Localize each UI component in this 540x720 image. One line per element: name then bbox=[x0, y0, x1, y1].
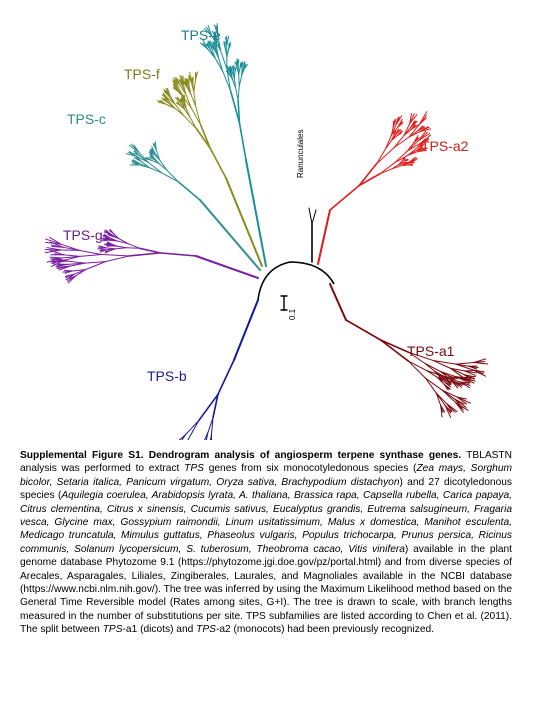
caption-text: -a2 (monocots) had been previously recognized. bbox=[215, 624, 434, 636]
caption-italic: TPS bbox=[196, 624, 216, 636]
tree-root bbox=[258, 262, 334, 300]
caption-text: TBLASTN analysis was performed to extract bbox=[20, 450, 512, 475]
clade-label-tps-g: TPS-g bbox=[63, 227, 103, 243]
clade-tps-a2 bbox=[318, 112, 431, 264]
clade-label-tps-a1: TPS-a1 bbox=[407, 343, 455, 359]
clade-ranunculales bbox=[309, 208, 316, 262]
clade-label-ranunculales: Ranunculales bbox=[296, 129, 305, 178]
caption-species-dicots: Aquilegia coerulea, Arabidopsis lyrata, A. thaliana, Brassica rapa, Capsella rubella, Carica papaya, Citrus clementina, Citrus x sinensis, Cucumis sativus, Eucalyptus grandis, Eutrema salsugineum, Fragaria vesca, Glycine max, Gossypium raimondii, Linum usitatissimum, Malus x domestica, Manihot esculenta, Medicago truncatula, Mimulus guttatus, Phaseolus vulgaris, Populus trichocarpa, Prunus persica, Ricinus communis, Solanum lycopersicum, S. tuberosum, Theobroma cacao, Vitis vinifera bbox=[20, 490, 512, 555]
caption-text: -a1 (dicots) and bbox=[122, 624, 197, 636]
scale-bar bbox=[281, 296, 287, 310]
caption-title: Supplemental Figure S1. Dendrogram analysis of angiosperm terpene synthase genes. bbox=[20, 450, 462, 461]
caption-text: ) available in the plant genome database Phytozome 9.1 (https://phytozome.jgi.doe.gov/pz/portal.html) and from diverse species of Arecales, Asparagales, Liliales, Zingiberales, Laurales, and Magnoliales available in the NCBI database (https://www.ncbi.nlm.nih.gov/). The tree was inferred by using the Maximum Likelihood method based on the General Time Reversible model (Rates among sites, G+I). The tree is drawn to scale, with branch lengths measured in the number of substitutions per site. TPS subfamilies are listed according to Chen et al. (2011). The split between bbox=[20, 543, 512, 636]
caption-italic: TPS bbox=[184, 463, 204, 475]
caption-text: ) and 27 dicotyledonous species ( bbox=[20, 476, 512, 502]
clade-label-tps-e: TPS-e bbox=[181, 27, 221, 43]
scale-bar-label: 0.1 bbox=[288, 308, 297, 320]
caption-species-monocots: Zea mays, Sorghum bicolor, Setaria italica, Panicum virgatum, Oryza sativa, Brachypodium distachyon bbox=[20, 463, 512, 488]
figure-caption bbox=[20, 449, 512, 637]
clade-label-tps-b: TPS-b bbox=[147, 368, 187, 384]
clade-label-tps-a2: TPS-a2 bbox=[421, 138, 469, 154]
caption-text: genes from six monocotyledonous species ( bbox=[203, 463, 417, 475]
clade-tps-e bbox=[200, 24, 266, 266]
clade-label-tps-c: TPS-c bbox=[67, 111, 106, 127]
caption-italic: TPS bbox=[102, 624, 123, 636]
clade-label-tps-f: TPS-f bbox=[124, 66, 160, 82]
clade-tps-f bbox=[158, 72, 262, 266]
clade-tps-c bbox=[126, 141, 260, 270]
